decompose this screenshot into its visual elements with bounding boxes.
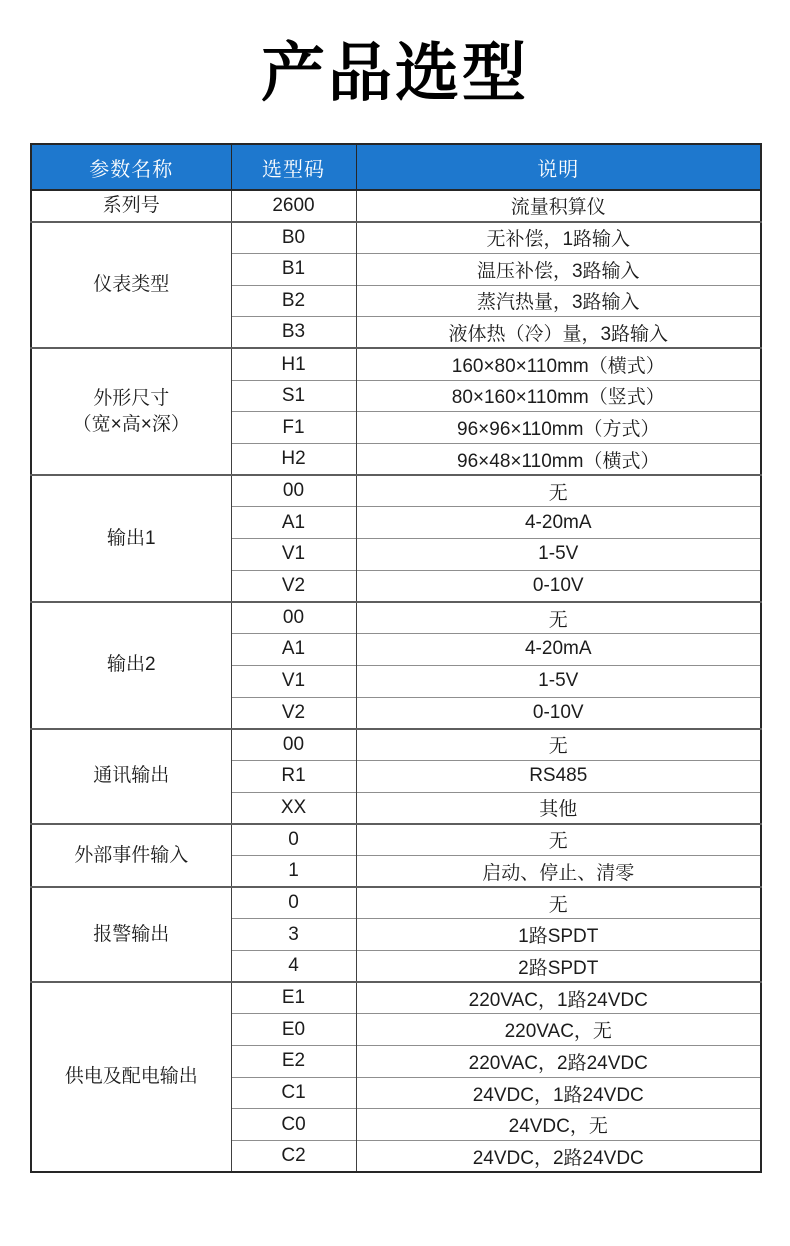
description-cell: 无 [356, 602, 761, 634]
description-cell: 流量积算仪 [356, 190, 761, 222]
description-cell: 0-10V [356, 697, 761, 729]
description-cell: 24VDC，2路24VDC [356, 1141, 761, 1173]
description-cell: 无 [356, 729, 761, 761]
param-name-line1: 系列号 [102, 195, 160, 217]
description-cell: 无补偿，1路输入 [356, 222, 761, 254]
code-cell: XX [231, 792, 356, 824]
param-name-line1: 输出2 [106, 654, 156, 676]
description-cell: 启动、停止、清零 [356, 855, 761, 887]
product-selection-table [30, 143, 762, 1173]
code-cell: B2 [231, 285, 356, 317]
code-cell: 00 [231, 602, 356, 634]
description-cell: 96×96×110mm（方式） [356, 412, 761, 444]
table-row [31, 729, 761, 761]
description-cell: 温压补偿，3路输入 [356, 253, 761, 285]
description-cell: 其他 [356, 792, 761, 824]
param-name-cell [31, 475, 231, 602]
table-row [31, 602, 761, 634]
code-cell: E0 [231, 1014, 356, 1046]
code-cell: B3 [231, 317, 356, 349]
code-cell: E2 [231, 1046, 356, 1078]
table-row [31, 222, 761, 254]
description-cell: 无 [356, 824, 761, 856]
code-cell: H1 [231, 348, 356, 380]
code-cell: V2 [231, 697, 356, 729]
code-cell: 2600 [231, 190, 356, 222]
description-cell: 24VDC，1路24VDC [356, 1077, 761, 1109]
code-cell: H2 [231, 444, 356, 476]
description-cell: RS485 [356, 760, 761, 792]
table-row [31, 887, 761, 919]
param-name-line2: （宽×高×深） [72, 413, 190, 435]
description-cell: 1-5V [356, 539, 761, 571]
code-cell: F1 [231, 412, 356, 444]
table-row [31, 190, 761, 222]
param-name-line1: 外部事件输入 [74, 844, 189, 866]
param-name-line1: 仪表类型 [93, 274, 170, 296]
param-name-cell [31, 190, 231, 222]
description-cell: 24VDC，无 [356, 1109, 761, 1141]
param-name-cell [31, 729, 231, 824]
description-cell: 160×80×110mm（横式） [356, 348, 761, 380]
description-cell: 4-20mA [356, 507, 761, 539]
description-cell: 无 [356, 475, 761, 507]
description-cell: 220VAC，2路24VDC [356, 1046, 761, 1078]
code-cell: 3 [231, 919, 356, 951]
table-header-row [31, 144, 761, 190]
description-cell: 0-10V [356, 570, 761, 602]
param-name-cell [31, 824, 231, 887]
page-title: 产品选型 [261, 37, 529, 111]
table-row [31, 475, 761, 507]
code-cell: A1 [231, 634, 356, 666]
code-cell: V1 [231, 539, 356, 571]
column-header-param-name: 参数名称 [31, 144, 231, 190]
param-name-line1: 供电及配电输出 [64, 1066, 198, 1088]
param-name-cell [31, 602, 231, 729]
description-cell: 220VAC，1路24VDC [356, 982, 761, 1014]
code-cell: B0 [231, 222, 356, 254]
param-name-line1: 报警输出 [93, 923, 170, 945]
description-cell: 无 [356, 887, 761, 919]
code-cell: 0 [231, 824, 356, 856]
description-cell: 220VAC，无 [356, 1014, 761, 1046]
table-row [31, 824, 761, 856]
description-cell: 4-20mA [356, 634, 761, 666]
code-cell: 00 [231, 729, 356, 761]
description-cell: 2路SPDT [356, 951, 761, 983]
code-cell: C2 [231, 1141, 356, 1173]
param-name-cell [31, 348, 231, 475]
code-cell: A1 [231, 507, 356, 539]
code-cell: 00 [231, 475, 356, 507]
code-cell: 1 [231, 855, 356, 887]
code-cell: B1 [231, 253, 356, 285]
description-cell: 80×160×110mm（竖式） [356, 380, 761, 412]
param-name-cell [31, 887, 231, 982]
param-name-line1: 通讯输出 [93, 765, 170, 787]
param-name-line1: 外形尺寸 [93, 388, 170, 410]
code-cell: R1 [231, 760, 356, 792]
code-cell: S1 [231, 380, 356, 412]
param-name-line1: 输出1 [106, 527, 156, 549]
description-cell: 蒸汽热量，3路输入 [356, 285, 761, 317]
table-row [31, 348, 761, 380]
param-name-cell [31, 222, 231, 349]
code-cell: V2 [231, 570, 356, 602]
code-cell: C0 [231, 1109, 356, 1141]
code-cell: V1 [231, 665, 356, 697]
column-header-code: 选型码 [231, 144, 356, 190]
table-row [31, 982, 761, 1014]
param-name-cell [31, 982, 231, 1172]
description-cell: 96×48×110mm（横式） [356, 444, 761, 476]
description-cell: 液体热（冷）量，3路输入 [356, 317, 761, 349]
code-cell: C1 [231, 1077, 356, 1109]
description-cell: 1路SPDT [356, 919, 761, 951]
code-cell: E1 [231, 982, 356, 1014]
column-header-description: 说明 [356, 144, 761, 190]
table-body [31, 190, 761, 1172]
code-cell: 0 [231, 887, 356, 919]
code-cell: 4 [231, 951, 356, 983]
description-cell: 1-5V [356, 665, 761, 697]
